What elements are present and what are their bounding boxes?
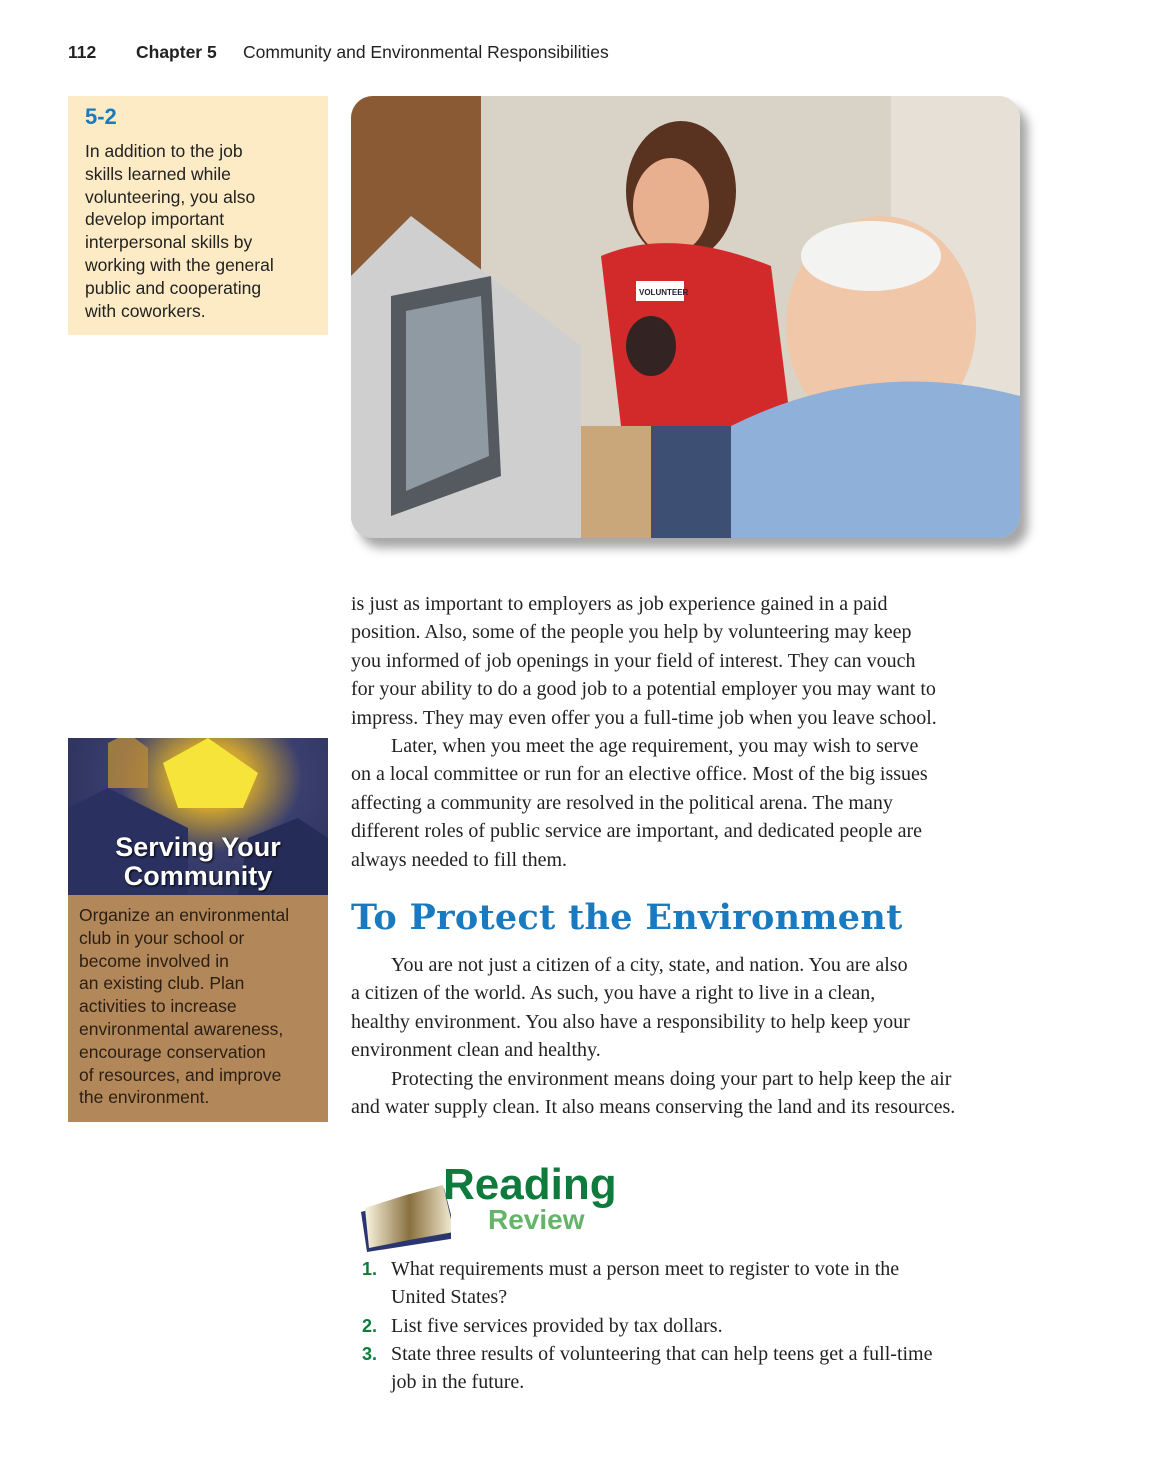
text-line: healthy environment. You also have a responsibility to help keep your [351, 1010, 910, 1033]
houses-illustration [68, 738, 328, 895]
question-number: 2. [362, 1316, 378, 1336]
section-heading: To Protect the Environment [351, 897, 903, 938]
text-line: on a local committee or run for an elective office. Most of the big issues [351, 763, 928, 786]
text-line: a citizen of the world. As such, you have a right to live in a clean, [351, 982, 876, 1005]
review-question [362, 1312, 723, 1340]
question-line: job in the future. [391, 1371, 525, 1394]
body-paragraphs-top [351, 590, 1031, 874]
page-number: 112 [68, 42, 97, 62]
review-question [362, 1340, 932, 1397]
note-number: 5-2 [85, 104, 117, 129]
box-line: the environment. [79, 1087, 210, 1108]
box-title [68, 833, 328, 891]
note-line: volunteering, you also [85, 186, 256, 207]
chapter-title: Community and Environmental Responsibilities [243, 42, 609, 62]
note-line: with coworkers. [85, 300, 206, 321]
text-line: always needed to fill them. [351, 848, 568, 871]
text-line: Protecting the environment means doing your part to help keep the air [391, 1067, 952, 1090]
question-line: United States? [391, 1286, 508, 1309]
question-line: State three results of volunteering that can help teens get a full-time [391, 1343, 933, 1365]
review-title: Review [488, 1204, 585, 1235]
box-title-line: Community [123, 861, 273, 891]
paragraph [351, 951, 1031, 1065]
box-line: an existing club. Plan [79, 973, 245, 994]
reading-title: Reading [443, 1160, 617, 1209]
question-number: 1. [362, 1259, 378, 1279]
box-line: encourage conservation [79, 1041, 266, 1062]
chapter-label: Chapter 5 [136, 42, 217, 62]
open-book-icon [351, 1160, 451, 1255]
note-line: interpersonal skills by [85, 232, 253, 253]
box-body [68, 895, 328, 1118]
text-line: different roles of public service are important, and dedicated people are [351, 820, 923, 843]
box-title-line: Serving Your [115, 832, 281, 862]
text-line: position. Also, some of the people you help by volunteering may keep [351, 621, 912, 644]
text-line: and water supply clean. It also means conserving the land and its resources. [351, 1096, 956, 1119]
volunteer-photo [351, 96, 1020, 538]
note-line: public and cooperating [85, 277, 262, 298]
paragraph [351, 732, 1031, 874]
text-line: is just as important to employers as job experience gained in a paid [351, 593, 888, 615]
review-question [362, 1255, 899, 1312]
note-line: In addition to the job [85, 141, 243, 161]
box-line: club in your school or [79, 927, 245, 948]
text-line: for your ability to do a good job to a potential employer you may want to [351, 678, 936, 701]
box-line: of resources, and improve [79, 1064, 282, 1085]
note-line: develop important [85, 209, 225, 230]
question-line: List five services provided by tax dollars. [391, 1315, 723, 1337]
box-line: environmental awareness, [79, 1018, 284, 1039]
text-line: impress. They may even offer you a full-time job when you leave school. [351, 706, 937, 729]
box-line: activities to increase [79, 996, 237, 1017]
note-text [85, 140, 311, 322]
box-line: become involved in [79, 950, 229, 971]
text-line: you informed of job openings in your field of interest. They can vouch [351, 649, 916, 672]
body-paragraphs-bottom [351, 951, 1031, 1121]
margin-note [68, 96, 328, 335]
box-line: Organize an environmental [79, 905, 290, 925]
question-number: 3. [362, 1344, 378, 1364]
reading-review-logo [351, 1160, 641, 1255]
text-line: Later, when you meet the age requirement, you may wish to serve [391, 735, 919, 758]
text-line: environment clean and healthy. [351, 1039, 601, 1062]
serving-your-community-box [68, 738, 328, 1122]
text-line: You are not just a citizen of a city, state, and nation. You are also [391, 954, 908, 976]
paragraph [351, 590, 1031, 732]
volunteer-badge: VOLUNTEER [639, 288, 689, 297]
note-line: skills learned while [85, 163, 231, 184]
note-line: working with the general [85, 254, 274, 275]
paragraph [351, 1065, 1031, 1122]
question-line: What requirements must a person meet to register to vote in the [391, 1258, 900, 1280]
text-line: affecting a community are resolved in the political arena. The many [351, 791, 893, 814]
